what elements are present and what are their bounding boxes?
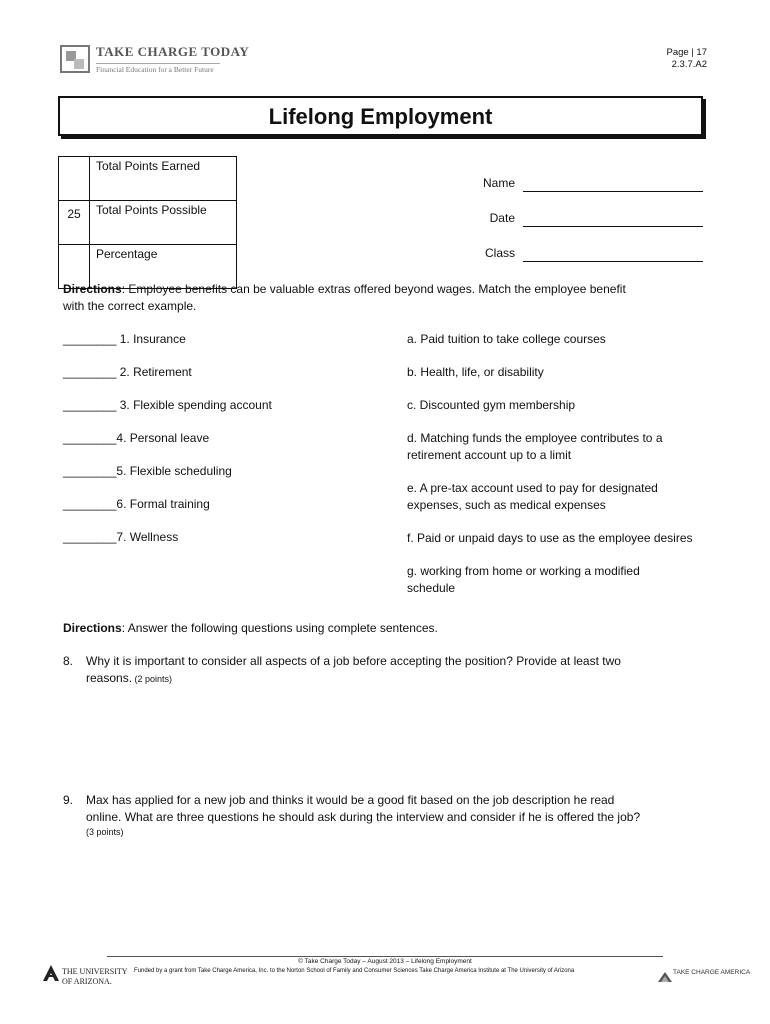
- lesson-code: 2.3.7.A2: [671, 59, 707, 70]
- example-item: [407, 331, 717, 348]
- footer-funding: Funded by a grant from Take Charge America, Inc. to the Norton School of Family and Consumer Sciences Take Charge America Institute at The University of Arizona: [134, 968, 575, 974]
- list-item: [63, 496, 210, 513]
- example-item: [407, 563, 717, 597]
- points-label: Total Points Earned: [90, 157, 237, 201]
- points-note: (2 points): [132, 674, 173, 684]
- university-of-arizona-name: [62, 967, 128, 987]
- question-text: Why it is important to consider all aspects of a job before accepting the position? Provide at least two: [86, 654, 621, 668]
- answer-blank[interactable]: ________: [63, 431, 117, 445]
- answer-blank[interactable]: ________: [63, 398, 117, 412]
- question-number: 8.: [63, 654, 74, 668]
- question-text: reasons.: [86, 671, 133, 685]
- question-text: Max has applied for a new job and thinks it would be a good fit based on the job description he read: [86, 793, 615, 807]
- benefit-label: 2. Retirement: [116, 365, 192, 379]
- points-label: Percentage: [90, 245, 237, 289]
- points-note: (3 points): [86, 827, 124, 837]
- page-number: Page | 17: [666, 47, 707, 58]
- question-8: [86, 653, 726, 688]
- example-text: g. working from home or working a modified: [407, 564, 640, 578]
- take-charge-america-name: TAKE CHARGE AMERICA: [673, 969, 751, 976]
- name-field[interactable]: [523, 177, 703, 192]
- question-number: 9.: [63, 793, 74, 807]
- benefit-label: 7. Wellness: [116, 530, 179, 544]
- directions-text: : Employee benefits can be valuable extras offered beyond wages. Match the employee benefit: [121, 282, 626, 296]
- page-number-block: [666, 47, 707, 71]
- university-of-arizona-logo-icon: [42, 964, 60, 982]
- example-text: f. Paid or unpaid days to use as the employee desires: [407, 531, 693, 545]
- answer-blank[interactable]: ________: [63, 497, 117, 511]
- take-charge-america-logo-icon: [658, 969, 672, 987]
- ua-line: OF ARIZONA.: [62, 977, 112, 986]
- example-item: [407, 530, 727, 547]
- benefit-label: 3. Flexible spending account: [116, 398, 272, 412]
- list-item: [63, 463, 232, 480]
- list-item: [63, 430, 209, 447]
- points-label: Total Points Possible: [90, 201, 237, 245]
- directions-label: Directions: [63, 282, 122, 296]
- answer-blank[interactable]: ________: [63, 530, 117, 544]
- list-item: [63, 331, 186, 348]
- table-row: [59, 157, 237, 201]
- question-text: online. What are three questions he should ask during the interview and consider if he is offered the job?: [86, 810, 641, 824]
- directions-matching: [63, 281, 703, 315]
- title-box: [58, 96, 703, 136]
- answer-blank[interactable]: ________: [63, 464, 117, 478]
- list-item: [63, 397, 272, 414]
- table-row: [59, 201, 237, 245]
- date-field[interactable]: [523, 212, 703, 227]
- example-text: a. Paid tuition to take college courses: [407, 332, 606, 346]
- example-item: [407, 364, 717, 381]
- example-text: expenses, such as medical expenses: [407, 498, 606, 512]
- date-label: Date: [489, 211, 515, 225]
- points-cell[interactable]: [59, 157, 90, 201]
- answer-blank[interactable]: ________: [63, 365, 117, 379]
- class-field[interactable]: [523, 247, 703, 262]
- benefit-label: 6. Formal training: [116, 497, 210, 511]
- brand-tagline: Financial Education for a Better Future: [96, 63, 220, 74]
- answer-area-8[interactable]: [86, 692, 706, 787]
- points-cell: 25: [59, 201, 90, 245]
- example-text: e. A pre-tax account used to pay for designated: [407, 481, 658, 495]
- example-text: schedule: [407, 581, 456, 595]
- take-charge-today-logo-mark: [60, 45, 90, 73]
- footer-divider: [107, 956, 663, 957]
- example-text: b. Health, life, or disability: [407, 365, 544, 379]
- question-9: [86, 792, 746, 839]
- example-item: [407, 430, 717, 464]
- example-text: d. Matching funds the employee contributes to a: [407, 431, 663, 445]
- list-item: [63, 529, 178, 546]
- directions-text-line2: with the correct example.: [63, 299, 197, 313]
- ua-line: THE UNIVERSITY: [62, 967, 128, 976]
- brand-title: TAKE CHARGE TODAY: [96, 44, 250, 59]
- directions-label: Directions: [63, 621, 122, 635]
- directions-questions: [63, 620, 438, 637]
- example-text: c. Discounted gym membership: [407, 398, 576, 412]
- directions-text: : Answer the following questions using complete sentences.: [121, 621, 438, 635]
- footer-copyright: © Take Charge Today – August 2013 – Lifelong Employment: [298, 958, 472, 965]
- class-label: Class: [484, 246, 515, 260]
- page-title: Lifelong Employment: [268, 104, 493, 129]
- benefit-label: 1. Insurance: [116, 332, 186, 346]
- example-item: [407, 397, 717, 414]
- points-table: [58, 156, 237, 289]
- benefit-label: 5. Flexible scheduling: [116, 464, 232, 478]
- answer-blank[interactable]: ________: [63, 332, 117, 346]
- benefit-label: 4. Personal leave: [116, 431, 210, 445]
- example-text: retirement account up to a limit: [407, 448, 572, 462]
- name-label: Name: [482, 176, 515, 190]
- list-item: [63, 364, 192, 381]
- answer-area-9[interactable]: [86, 845, 706, 945]
- example-item: [407, 480, 717, 514]
